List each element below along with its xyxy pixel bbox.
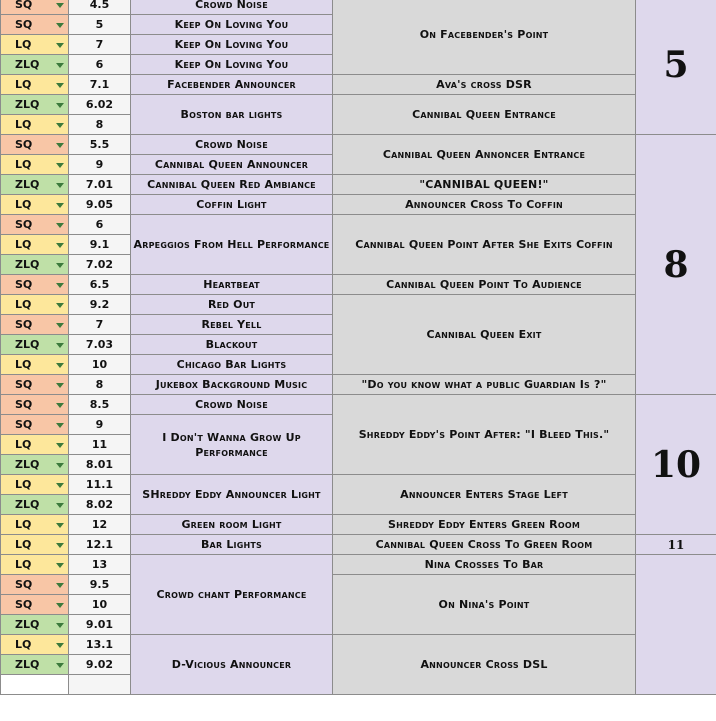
dropdown-arrow-icon[interactable] [56, 103, 64, 108]
cue-name-cell[interactable]: SHreddy Eddy Announcer Light [131, 475, 333, 515]
cue-type-cell[interactable] [1, 95, 69, 115]
cue-row [1, 0, 716, 15]
cue-type-cell[interactable] [1, 215, 69, 235]
cue-name-cell[interactable]: Coffin Light [131, 195, 333, 215]
cue-number-cell[interactable]: 7.03 [69, 335, 131, 355]
cue-description-cell[interactable]: Cannibal Queen Cross To Green Room [333, 535, 636, 555]
cue-type-cell[interactable] [1, 15, 69, 35]
cue-name-cell[interactable]: Cannibal Queen Announcer [131, 155, 333, 175]
cue-type-cell[interactable] [1, 0, 69, 15]
cue-row [1, 215, 716, 235]
cue-number-cell[interactable]: 7 [69, 35, 131, 55]
dropdown-arrow-icon[interactable] [56, 643, 64, 648]
dropdown-arrow-icon[interactable] [56, 663, 64, 668]
cue-type-cell[interactable] [1, 555, 69, 575]
cue-type-label: LQ [15, 238, 32, 251]
cue-number-cell[interactable]: 6.5 [69, 275, 131, 295]
dropdown-arrow-icon[interactable] [56, 523, 64, 528]
cue-type-cell[interactable] [1, 195, 69, 215]
cue-type-label: LQ [15, 638, 32, 651]
cue-type-cell[interactable] [1, 275, 69, 295]
cue-number-cell[interactable]: 9 [69, 415, 131, 435]
cue-row [1, 375, 716, 395]
dropdown-arrow-icon[interactable] [56, 363, 64, 368]
dropdown-arrow-icon[interactable] [56, 343, 64, 348]
cue-row [1, 575, 716, 595]
cue-type-label: LQ [15, 158, 32, 171]
dropdown-arrow-icon[interactable] [56, 203, 64, 208]
cue-type-label: LQ [15, 78, 32, 91]
cue-type-cell[interactable] [1, 655, 69, 675]
cue-name-cell[interactable]: Keep On Loving You [131, 15, 333, 35]
cue-number-cell[interactable]: 5 [69, 15, 131, 35]
cue-number-cell[interactable]: 8.02 [69, 495, 131, 515]
cue-type-cell[interactable] [1, 135, 69, 155]
cue-row [1, 475, 716, 495]
cue-type-label: ZLQ [15, 98, 40, 111]
cue-name-cell[interactable]: Facebender Announcer [131, 75, 333, 95]
cue-number-cell[interactable]: 7.02 [69, 255, 131, 275]
cue-type-cell[interactable] [1, 375, 69, 395]
cue-number-cell[interactable]: 9.05 [69, 195, 131, 215]
cue-type-label: LQ [15, 478, 32, 491]
cue-description-cell[interactable]: On Nina's Point [333, 575, 636, 635]
cue-name-cell[interactable]: Heartbeat [131, 275, 333, 295]
cue-number-cell[interactable]: 8 [69, 375, 131, 395]
cue-type-cell[interactable] [1, 515, 69, 535]
cue-type-cell[interactable] [1, 415, 69, 435]
cue-type-cell[interactable] [1, 335, 69, 355]
cue-type-label: ZLQ [15, 258, 40, 271]
cue-type-label: ZLQ [15, 498, 40, 511]
dropdown-arrow-icon[interactable] [56, 123, 64, 128]
cue-type-cell[interactable] [1, 435, 69, 455]
cue-number-cell[interactable]: 13 [69, 555, 131, 575]
cue-row [1, 75, 716, 95]
cue-type-cell[interactable] [1, 675, 69, 695]
cue-description-cell[interactable]: Nina Crosses To Bar [333, 555, 636, 575]
cue-number-cell[interactable]: 9.1 [69, 235, 131, 255]
dropdown-arrow-icon[interactable] [56, 3, 64, 8]
cue-type-label: SQ [15, 578, 33, 591]
cue-row [1, 395, 716, 415]
cue-number-cell[interactable]: 8.5 [69, 395, 131, 415]
cue-number-cell[interactable]: 8 [69, 115, 131, 135]
cue-number-cell[interactable]: 6.02 [69, 95, 131, 115]
cue-type-label: ZLQ [15, 178, 40, 191]
cue-description-cell[interactable]: Announcer Enters Stage Left [333, 475, 636, 515]
cue-description-cell[interactable]: Cannibal Queen Entrance [333, 95, 636, 135]
dropdown-arrow-icon[interactable] [56, 223, 64, 228]
scene-number-cell[interactable]: 11 [636, 535, 716, 555]
cue-name-cell[interactable]: Arpeggios From Hell Performance [131, 215, 333, 275]
cue-type-label: SQ [15, 18, 33, 31]
cue-description-cell[interactable]: Announcer Cross DSL [333, 635, 636, 695]
cue-type-label: ZLQ [15, 458, 40, 471]
cue-number-cell[interactable]: 8.01 [69, 455, 131, 475]
cue-number-cell[interactable]: 9 [69, 155, 131, 175]
cue-type-cell[interactable] [1, 635, 69, 655]
cue-row [1, 535, 716, 555]
cue-name-cell[interactable]: Red Out [131, 295, 333, 315]
cue-row [1, 555, 716, 575]
cue-type-label: ZLQ [15, 338, 40, 351]
cue-name-cell[interactable]: Boston bar lights [131, 95, 333, 135]
dropdown-arrow-icon[interactable] [56, 503, 64, 508]
cue-name-cell[interactable]: Crowd chant Performance [131, 555, 333, 635]
cue-number-cell[interactable]: 9.5 [69, 575, 131, 595]
cue-description-cell[interactable]: Cannibal Queen Annoncer Entrance [333, 135, 636, 175]
cue-number-cell[interactable]: 6 [69, 55, 131, 75]
cue-type-label: SQ [15, 218, 33, 231]
cue-type-label: SQ [15, 598, 33, 611]
dropdown-arrow-icon[interactable] [56, 243, 64, 248]
cue-type-label: LQ [15, 198, 32, 211]
cue-number-cell[interactable]: 7.01 [69, 175, 131, 195]
dropdown-arrow-icon[interactable] [56, 603, 64, 608]
dropdown-arrow-icon[interactable] [56, 443, 64, 448]
cue-description-cell[interactable]: Shreddy Eddy's Point After: "I Bleed This." [333, 395, 636, 475]
cue-type-label: SQ [15, 0, 33, 11]
dropdown-arrow-icon[interactable] [56, 483, 64, 488]
cue-type-cell[interactable] [1, 255, 69, 275]
cue-row [1, 175, 716, 195]
cue-row [1, 275, 716, 295]
cue-number-cell[interactable]: 10 [69, 355, 131, 375]
cue-name-cell[interactable]: Blackout [131, 335, 333, 355]
cue-number-cell[interactable] [69, 675, 131, 695]
cue-name-cell[interactable]: D-Vicious Announcer [131, 635, 333, 695]
cue-row [1, 135, 716, 155]
cue-number-cell[interactable]: 10 [69, 595, 131, 615]
scene-number-cell[interactable]: 5 [636, 0, 716, 135]
cue-row [1, 295, 716, 315]
cue-type-label: ZLQ [15, 58, 40, 71]
cue-type-cell[interactable] [1, 535, 69, 555]
cue-row [1, 515, 716, 535]
dropdown-arrow-icon[interactable] [56, 323, 64, 328]
dropdown-arrow-icon[interactable] [56, 143, 64, 148]
dropdown-arrow-icon[interactable] [56, 423, 64, 428]
cue-type-cell[interactable] [1, 355, 69, 375]
cue-description-cell[interactable]: "Do you know what a public Guardian Is ?" [333, 375, 636, 395]
dropdown-arrow-icon[interactable] [56, 303, 64, 308]
cue-type-label: LQ [15, 538, 32, 551]
cue-type-label: SQ [15, 378, 33, 391]
dropdown-arrow-icon[interactable] [56, 383, 64, 388]
cue-number-cell[interactable]: 7.1 [69, 75, 131, 95]
cue-description-cell[interactable]: Announcer Cross To Coffin [333, 195, 636, 215]
cue-type-label: ZLQ [15, 618, 40, 631]
dropdown-arrow-icon[interactable] [56, 63, 64, 68]
dropdown-arrow-icon[interactable] [56, 583, 64, 588]
cue-name-cell[interactable]: Rebel Yell [131, 315, 333, 335]
dropdown-arrow-icon[interactable] [56, 623, 64, 628]
cue-number-cell[interactable]: 4.5 [69, 0, 131, 15]
scene-number-cell[interactable]: 8 [636, 135, 716, 395]
cue-type-label: LQ [15, 558, 32, 571]
cue-type-cell[interactable] [1, 475, 69, 495]
cue-name-cell[interactable]: Cannibal Queen Red Ambiance [131, 175, 333, 195]
cue-name-cell[interactable]: I Don't Wanna Grow Up Performance [131, 415, 333, 475]
cue-type-cell[interactable] [1, 75, 69, 95]
cue-name-cell[interactable]: Bar Lights [131, 535, 333, 555]
cue-type-cell[interactable] [1, 595, 69, 615]
cue-row [1, 195, 716, 215]
cue-type-cell[interactable] [1, 315, 69, 335]
cue-type-label: ZLQ [15, 658, 40, 671]
cue-row [1, 95, 716, 115]
cue-number-cell[interactable]: 5.5 [69, 135, 131, 155]
cue-type-label: LQ [15, 518, 32, 531]
cue-number-cell[interactable]: 11 [69, 435, 131, 455]
cue-name-cell[interactable]: Keep On Loving You [131, 35, 333, 55]
cue-number-cell[interactable]: 6 [69, 215, 131, 235]
cue-type-label: LQ [15, 38, 32, 51]
cue-type-label: SQ [15, 138, 33, 151]
dropdown-arrow-icon[interactable] [56, 283, 64, 288]
cue-name-cell[interactable]: Crowd Noise [131, 135, 333, 155]
cue-type-cell[interactable] [1, 615, 69, 635]
cue-description-cell[interactable]: Cannibal Queen Exit [333, 295, 636, 375]
cue-type-cell[interactable] [1, 455, 69, 475]
dropdown-arrow-icon[interactable] [56, 23, 64, 28]
cue-name-cell[interactable]: Chicago Bar Lights [131, 355, 333, 375]
cue-description-cell[interactable]: Ava's cross DSR [333, 75, 636, 95]
cue-name-cell[interactable]: Crowd Noise [131, 395, 333, 415]
dropdown-arrow-icon[interactable] [56, 263, 64, 268]
cue-name-cell[interactable]: Green room Light [131, 515, 333, 535]
dropdown-arrow-icon[interactable] [56, 403, 64, 408]
cue-sheet-body [1, 0, 716, 695]
cue-type-label: LQ [15, 118, 32, 131]
cue-number-cell[interactable]: 9.2 [69, 295, 131, 315]
cue-type-cell[interactable] [1, 295, 69, 315]
dropdown-arrow-icon[interactable] [56, 183, 64, 188]
cue-description-cell[interactable]: "CANNIBAL QUEEN!" [333, 175, 636, 195]
cue-description-cell[interactable]: Shreddy Eddy Enters Green Room [333, 515, 636, 535]
cue-number-cell[interactable]: 9.01 [69, 615, 131, 635]
cue-type-cell[interactable] [1, 395, 69, 415]
dropdown-arrow-icon[interactable] [56, 163, 64, 168]
cue-type-cell[interactable] [1, 35, 69, 55]
cue-type-cell[interactable] [1, 55, 69, 75]
cue-type-label: SQ [15, 398, 33, 411]
cue-name-cell[interactable]: Keep On Loving You [131, 55, 333, 75]
dropdown-arrow-icon[interactable] [56, 563, 64, 568]
cue-number-cell[interactable]: 12 [69, 515, 131, 535]
cue-name-cell[interactable]: Crowd Noise [131, 0, 333, 15]
cue-type-label: SQ [15, 278, 33, 291]
cue-type-label: SQ [15, 418, 33, 431]
cue-row [1, 635, 716, 655]
dropdown-arrow-icon[interactable] [56, 43, 64, 48]
dropdown-arrow-icon[interactable] [56, 543, 64, 548]
cue-number-cell[interactable]: 7 [69, 315, 131, 335]
cue-type-label: LQ [15, 358, 32, 371]
cue-number-cell[interactable]: 11.1 [69, 475, 131, 495]
cue-type-cell[interactable] [1, 495, 69, 515]
cue-description-cell[interactable]: On Facebender's Point [333, 0, 636, 75]
cue-type-label: LQ [15, 438, 32, 451]
cue-description-cell[interactable]: Cannibal Queen Point To Audience [333, 275, 636, 295]
cue-name-cell[interactable]: Jukebox Background Music [131, 375, 333, 395]
dropdown-arrow-icon[interactable] [56, 83, 64, 88]
cue-type-cell[interactable] [1, 575, 69, 595]
cue-type-cell[interactable] [1, 155, 69, 175]
cue-type-label: SQ [15, 318, 33, 331]
cue-type-cell[interactable] [1, 115, 69, 135]
scene-number-cell[interactable]: 10 [636, 395, 716, 535]
cue-type-label: LQ [15, 298, 32, 311]
cue-type-cell[interactable] [1, 235, 69, 255]
cue-number-cell[interactable]: 13.1 [69, 635, 131, 655]
cue-type-cell[interactable] [1, 175, 69, 195]
scene-number-cell[interactable] [636, 555, 716, 695]
cue-description-cell[interactable]: Cannibal Queen Point After She Exits Coffin [333, 215, 636, 275]
cue-number-cell[interactable]: 9.02 [69, 655, 131, 675]
cue-number-cell[interactable]: 12.1 [69, 535, 131, 555]
dropdown-arrow-icon[interactable] [56, 463, 64, 468]
